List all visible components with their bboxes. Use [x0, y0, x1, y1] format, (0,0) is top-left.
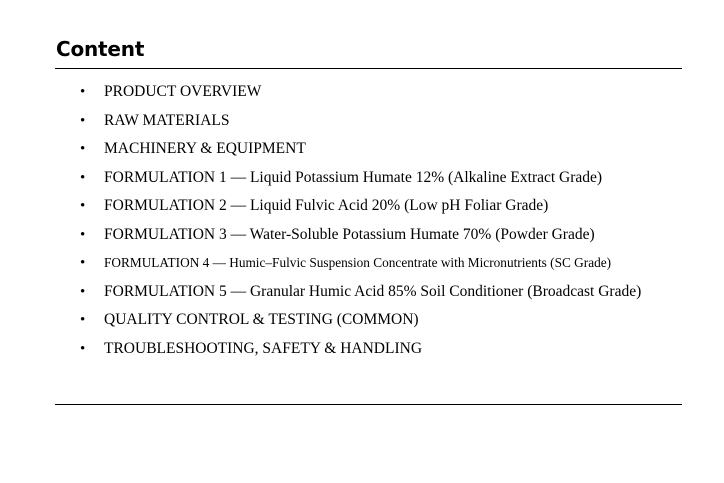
toc-item-label[interactable]: FORMULATION 3 — Water-Soluble Potassium Humate 70% (Powder Grade): [104, 225, 595, 243]
toc-item-label[interactable]: RAW MATERIALS: [104, 111, 230, 129]
toc-item-label[interactable]: TROUBLESHOOTING, SAFETY & HANDLING: [104, 339, 423, 357]
toc-item-label[interactable]: FORMULATION 5 — Granular Humic Acid 85% Soil Conditioner (Broadcast Grade): [104, 282, 642, 300]
toc-item-label[interactable]: MACHINERY & EQUIPMENT: [104, 140, 306, 157]
bullet-icon: •: [80, 255, 86, 271]
bullet-icon: •: [80, 112, 86, 129]
bullet-icon: •: [80, 198, 86, 214]
toc-item-label[interactable]: FORMULATION 1 — Liquid Potassium Humate 12% (Alkaline Extract Grade): [104, 168, 603, 186]
toc-item-label[interactable]: FORMULATION 4 — Humic–Fulvic Suspension Concentrate with Micronutrients (SC Grade): [104, 255, 612, 270]
bullet-icon: •: [80, 226, 86, 243]
title-divider: [55, 68, 682, 69]
toc-item-label[interactable]: FORMULATION 2 — Liquid Fulvic Acid 20% (Low pH Foliar Grade): [104, 197, 549, 214]
toc-item-label[interactable]: QUALITY CONTROL & TESTING (COMMON): [104, 311, 419, 328]
bullet-icon: •: [80, 340, 86, 357]
page-title: Content: [56, 37, 145, 61]
bullet-icon: •: [80, 84, 86, 100]
bullet-icon: •: [80, 169, 86, 186]
bullet-icon: •: [80, 312, 86, 328]
toc-item-label[interactable]: PRODUCT OVERVIEW: [104, 83, 262, 100]
bullet-icon: •: [80, 283, 86, 300]
bullet-icon: •: [80, 141, 86, 157]
bottom-divider: [55, 404, 682, 405]
